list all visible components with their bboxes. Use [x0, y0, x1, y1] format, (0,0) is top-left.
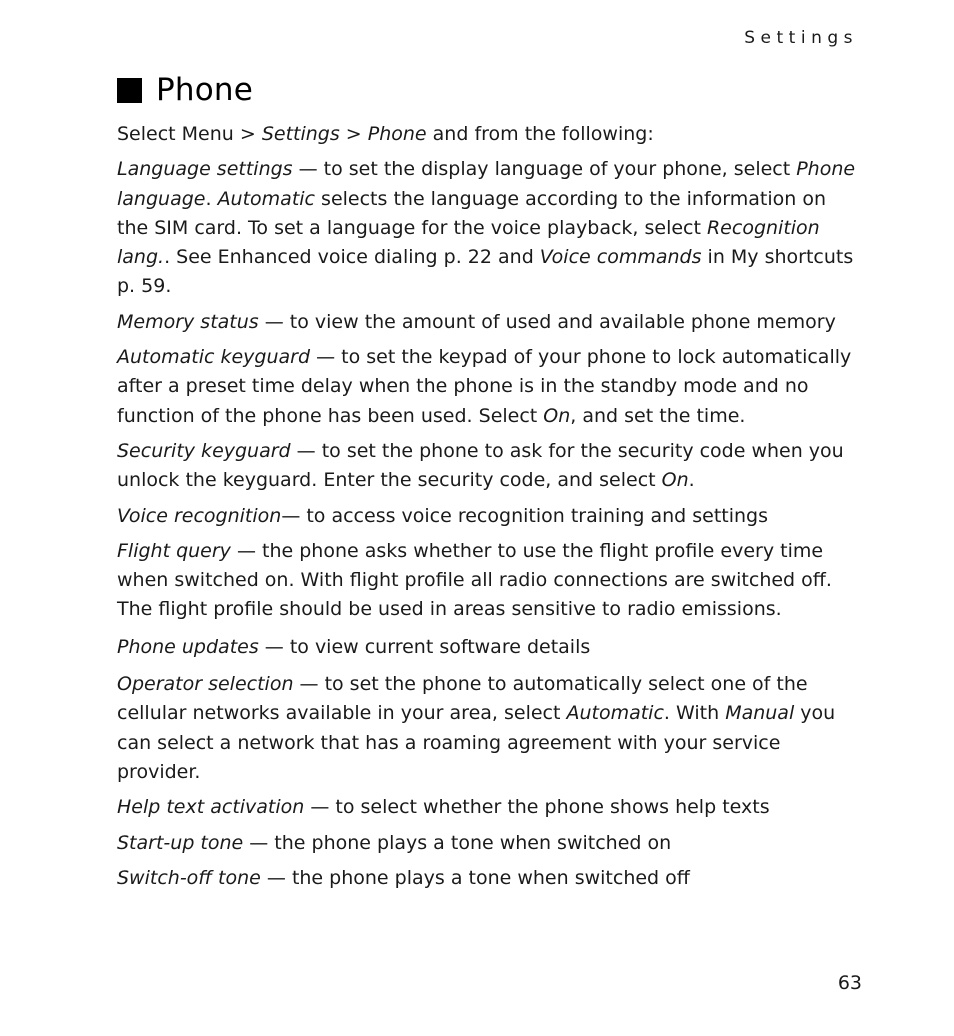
entry-emphasis: Voice commands	[539, 246, 702, 269]
entry-emphasis: On	[543, 404, 571, 427]
entry-emphasis: Automatic	[217, 187, 316, 210]
entry-emphasis: Manual	[725, 702, 795, 725]
entry-emphasis: On	[661, 469, 689, 492]
intro-settings: Settings	[261, 123, 340, 145]
entry-memory-status	[117, 308, 862, 337]
entry-text: — to set the display language of your phone, select	[292, 158, 797, 181]
intro-prefix: Select	[117, 123, 182, 145]
entry-text: selects the language according to the information on the SIM card. To set a language for the voice playback, select	[117, 187, 826, 239]
entry-emphasis: Recognition lang.	[117, 216, 820, 269]
entry-automatic-keyguard	[117, 343, 862, 431]
entry-term: Start-up tone	[117, 831, 244, 854]
entry-text: you can select a network that has a roaming agreement with your service provider.	[117, 702, 836, 783]
section-heading	[117, 72, 253, 108]
entry-term: Security keyguard	[117, 439, 291, 462]
entry-text: — to set the phone to ask for the security code when you unlock the keyguard. Enter the security code, and select	[117, 439, 844, 492]
entry-text: .	[205, 187, 218, 210]
entry-switch-off-tone	[117, 864, 862, 893]
page-number: 63	[837, 972, 862, 994]
intro-suffix: and from the following:	[426, 123, 654, 145]
entry-text: — the phone asks whether to use the flight profile every time when switched on. With flight profile all radio connections are switched off. The flight profile should be used in areas sensitive to radio emissions.	[117, 539, 832, 621]
entry-text: — to view the amount of used and available phone memory	[258, 310, 836, 333]
entry-text: — to view current software details	[258, 635, 591, 658]
entry-emphasis: Phone language	[117, 158, 856, 210]
intro-separator: >	[339, 123, 368, 145]
entry-text: — to set the phone to automatically select one of the cellular networks available in your area, select	[117, 673, 808, 725]
entry-voice-recognition	[117, 502, 862, 531]
entry-text: in My shortcuts p. 59.	[117, 246, 854, 298]
intro-menu: Menu	[181, 123, 234, 145]
entry-text: , and set the time.	[570, 404, 746, 427]
page-body	[117, 120, 862, 899]
intro-separator: >	[233, 123, 262, 145]
entry-text: .	[688, 469, 695, 492]
intro-phone: Phone	[367, 123, 427, 145]
entry-term: Help text activation	[117, 796, 305, 819]
entry-text: . With	[663, 702, 726, 725]
entry-help-text-activation	[117, 793, 862, 822]
entry-language-settings	[117, 155, 862, 301]
entry-emphasis: Automatic	[566, 702, 664, 725]
entry-start-up-tone	[117, 829, 862, 858]
entry-operator-selection	[117, 670, 862, 787]
entry-text: — the phone plays a tone when switched off	[260, 866, 690, 889]
entry-phone-updates	[117, 633, 862, 662]
entry-text: . See Enhanced voice dialing p. 22 and	[164, 246, 540, 269]
running-header: Settings	[744, 28, 858, 48]
entry-text: — the phone plays a tone when switched on	[243, 831, 672, 854]
entry-term: Voice recognition	[117, 504, 282, 527]
heading-square-icon	[117, 78, 142, 103]
entry-term: Memory status	[117, 310, 259, 333]
entry-term: Automatic keyguard	[117, 346, 311, 369]
entry-term: Switch-off tone	[117, 866, 261, 889]
entry-text: — to access voice recognition training and settings	[281, 504, 769, 527]
entry-term: Flight query	[117, 539, 237, 562]
section-title: Phone	[156, 72, 254, 108]
entry-term: Phone updates	[117, 635, 259, 658]
entry-text: — to select whether the phone shows help texts	[304, 796, 770, 819]
entry-security-keyguard	[117, 437, 862, 496]
entry-term: Language settings	[117, 158, 293, 181]
entry-text: — to set the keypad of your phone to lock automatically after a preset time delay when the phone is in the standby mode and no function of the phone has been used. Select	[117, 346, 852, 427]
entry-flight-query	[117, 537, 862, 625]
intro-paragraph	[117, 120, 862, 149]
entry-term: Operator selection	[117, 673, 294, 696]
